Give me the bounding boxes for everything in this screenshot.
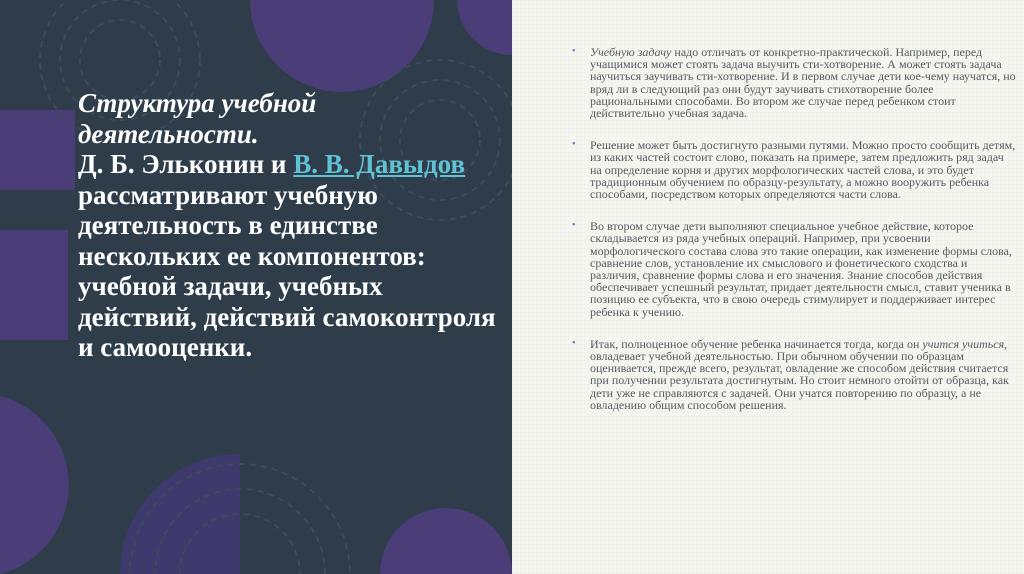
bullet-4-italic: учится учиться <box>922 336 1005 351</box>
bullet-4-text-after: , овладевает учебной деятельностью. При обычном обучении по образцам оценивается, прежде всего, результат, овладение же способом действия считается при получении результата достигнутым. Но стоит немного отойти от образца, как дети уже не справляются с задачей. Они учатся повторению по образцу, а не овладению общим способом решения. <box>590 336 1009 412</box>
bullet-item-4 <box>570 338 1018 411</box>
bullet-icon: • <box>572 220 576 232</box>
bullet-item-3 <box>570 220 1018 318</box>
bullet-1-text: надо отличать от конкретно-практической. Например, перед учащимися может стоять задача выучить сти-хотворение. А может стоять задача научиться заучивать сти-хотворение. И в первом случае дети кое-чему научатся, но вряд ли в следующий раз они будут заучивать стихотворение более рациональными способами. Во втором же случае перед ребенком стоит действительно учебная задача. <box>590 45 1016 121</box>
davydov-link[interactable]: В. В. Давыдов <box>293 149 466 179</box>
title-rest: рассматривают учебную деятельность в единстве нескольких ее компонентов: учебной задачи, учебных действий, действий самоконтроля и самооценки. <box>78 179 496 362</box>
bullet-item-1 <box>570 46 1018 119</box>
bullet-3-text: Во втором случае дети выполняют специальное учебное действие, которое складывается из ряда учебных операций. Например, при усвоении морфологического состава слова это такие операции, как изменение формы слова, сравнение слов, установление их смыслового и фонетического сходства и различия, сравнение формы слова и его значения. Знание способов действия обеспечивает успешный результат, придает деятельности смысл, ставит ученика в позицию ее субъекта, что в свою очередь стимулирует и поддерживает интерес ребенка к учению. <box>590 219 1012 319</box>
bullet-2-text: Решение может быть достигнуто разными путями. Можно просто сообщить детям, из каких частей состоит слово, показать на примере, затем предложить ряд задач на определение корня и других морфологических частей слова, и это будет традиционным обучением по образцу-результату, а можно вооружить ребенка способами, посредством которых определяются части слова. <box>590 138 1016 202</box>
title-author-prefix: Д. Б. Эльконин и <box>78 149 294 179</box>
title-line-1: Структура учебной <box>78 88 317 118</box>
bullet-1-italic: Учебную задачу <box>590 45 672 59</box>
bullet-icon: • <box>572 46 576 57</box>
bullet-4-text-before: Итак, полноценное обучение ребенка начинается тогда, когда он <box>590 336 923 351</box>
bullet-icon: • <box>572 139 576 151</box>
bullet-icon: • <box>572 337 576 349</box>
slide-title <box>78 88 498 363</box>
title-line-2: деятельности. <box>78 118 259 149</box>
content-panel <box>512 0 1024 574</box>
bullet-item-2 <box>570 139 1018 200</box>
bullet-list <box>570 46 1018 431</box>
